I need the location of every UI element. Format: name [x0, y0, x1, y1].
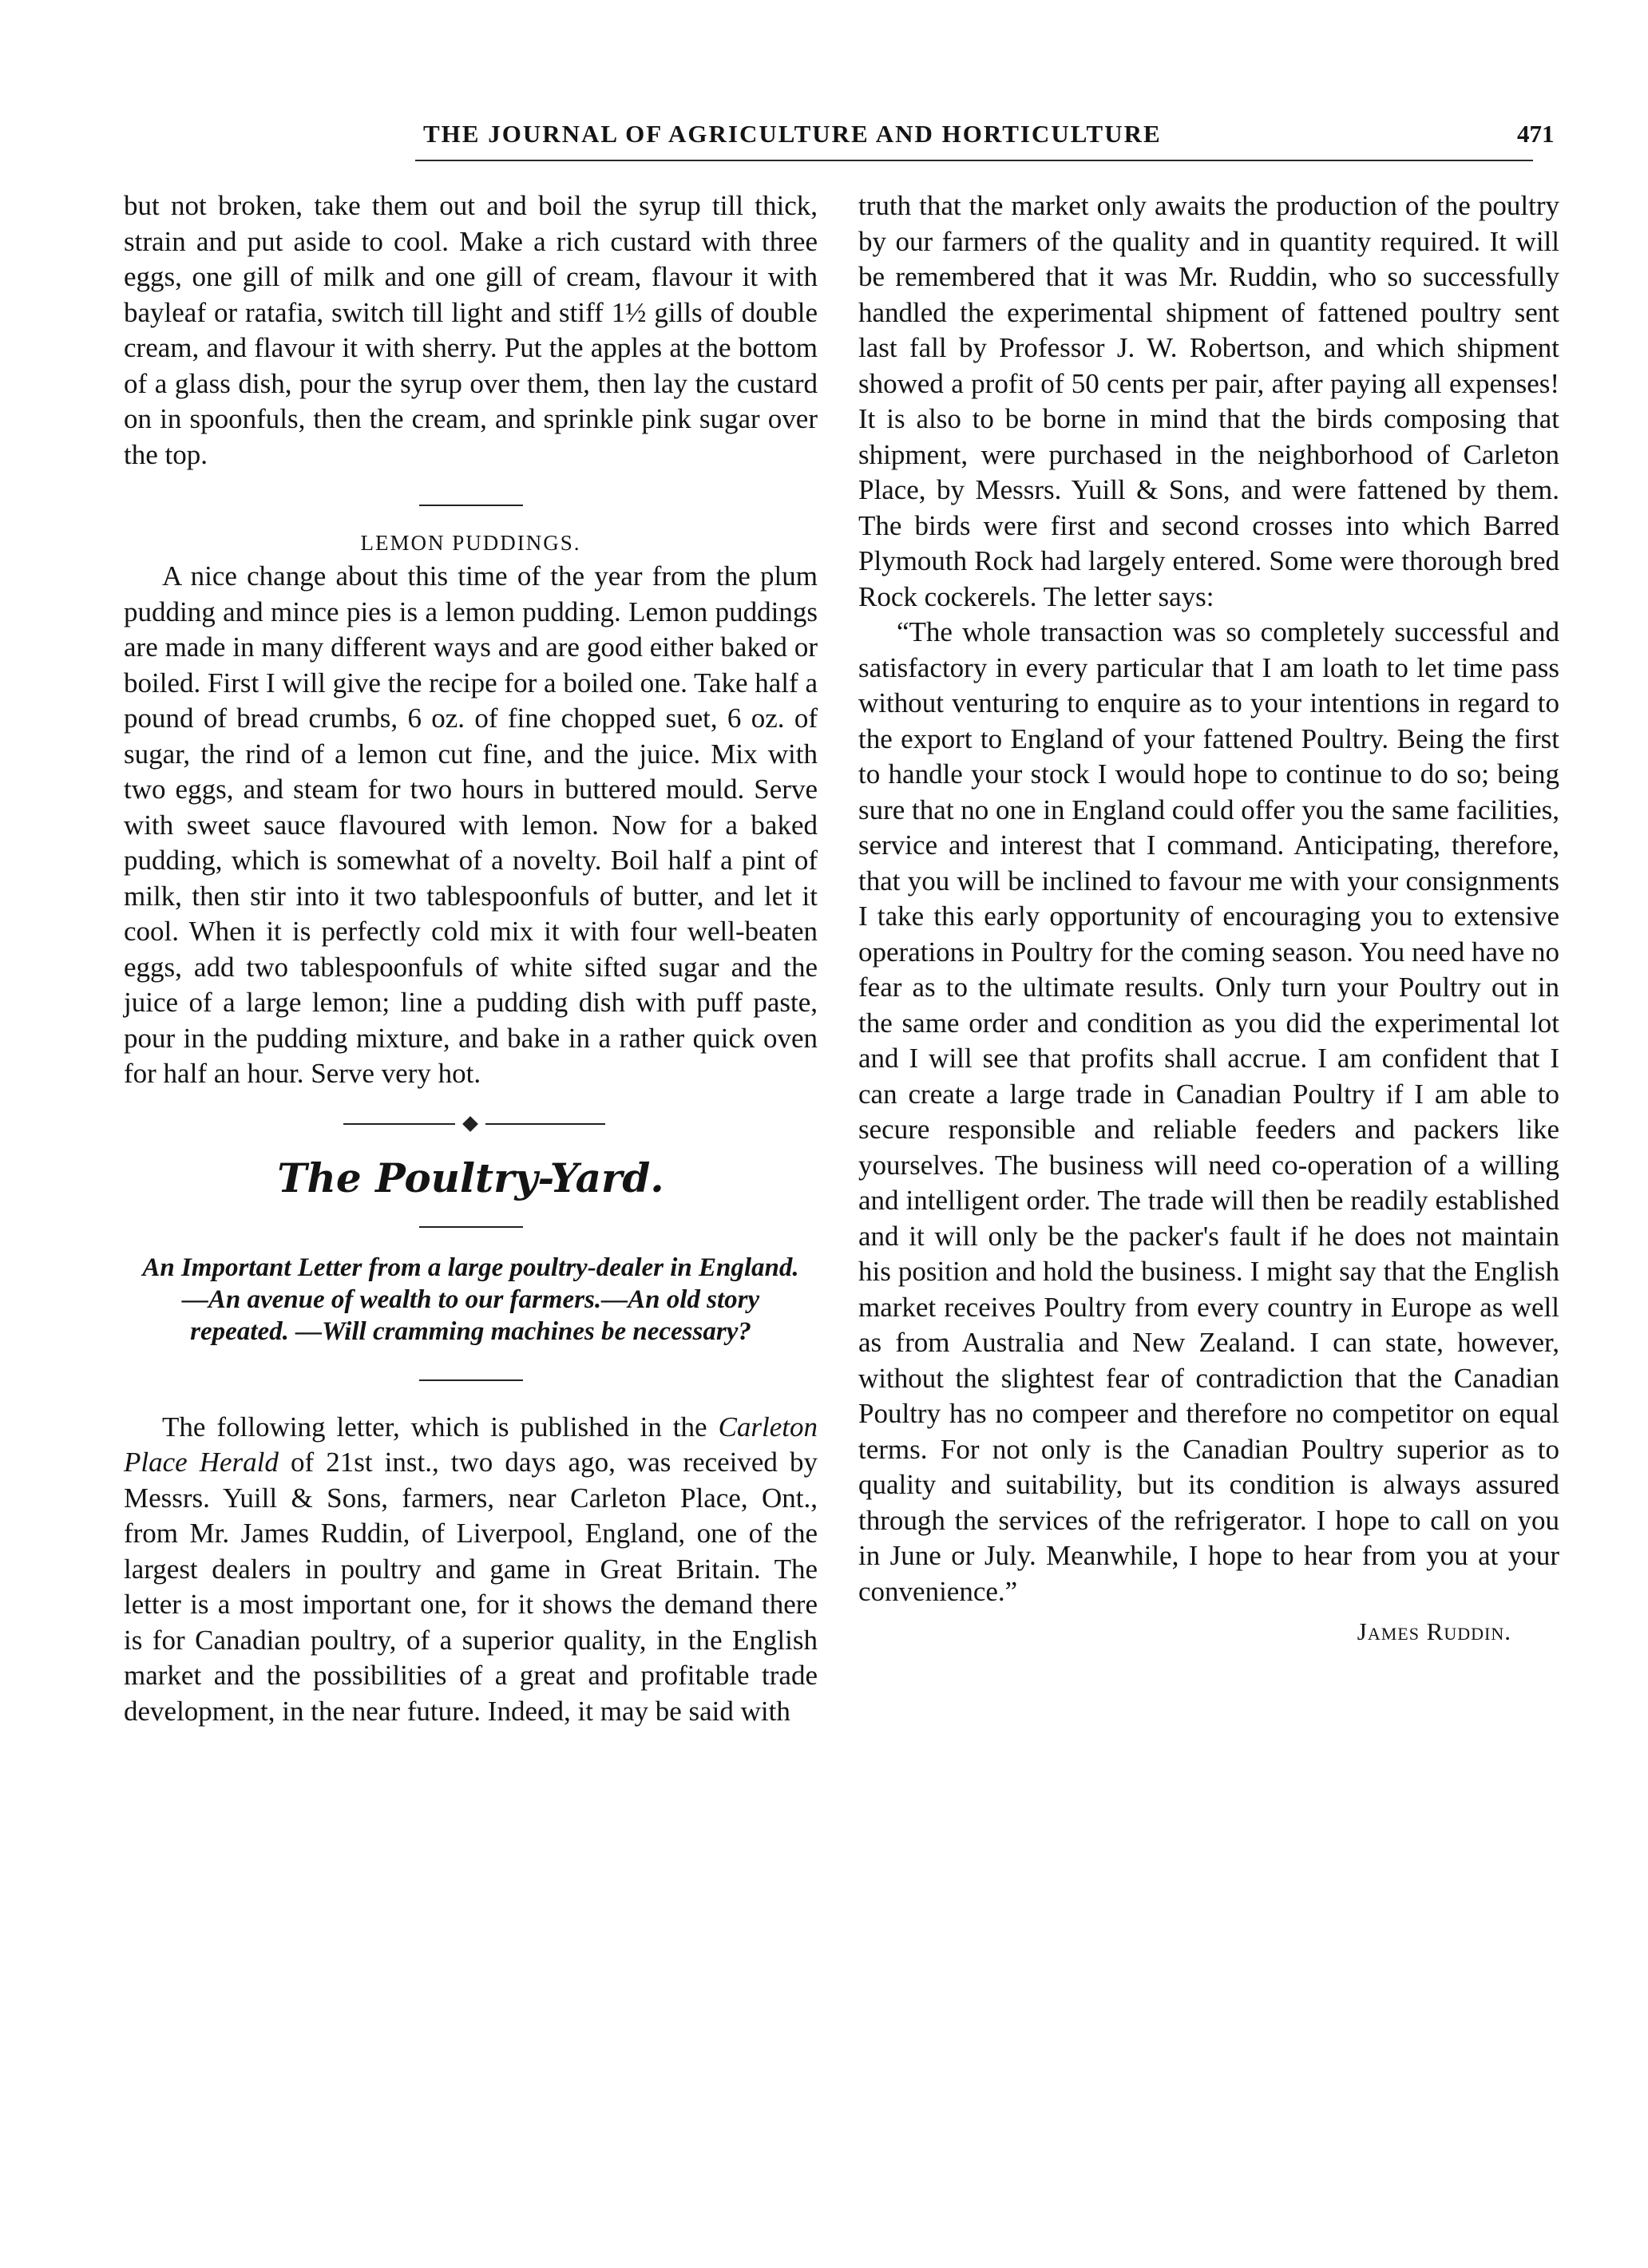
letter-intro-start: The following letter, which is published in the: [162, 1411, 707, 1443]
newspaper-name: Carleton Place Herald: [124, 1411, 818, 1478]
poultry-yard-title: The Poultry-Yard.: [277, 1154, 664, 1201]
ornamental-divider: [319, 1116, 623, 1132]
custard-recipe-paragraph: but not broken, take them out and boil the syrup till thick, strain and put aside to cool. Make a rich custard with three eggs, one gill of milk and one gill of cream, flavour it with bayleaf or ratafia, switch till light and stiff 1½ gills of double cream, and flavour it with sherry. Put the apples at the bottom of a glass dish, pour the syrup over them, then lay the custard on in spoonfuls, then the cream, and sprinkle pink sugar over the top.: [124, 190, 818, 470]
letter-signature: James Ruddin.: [1357, 1617, 1511, 1645]
lemon-puddings-paragraph: A nice change about this time of the year from the plum pudding and mince pies is a lemon pudding. Lemon puddings are made in many different ways and are good either baked or boiled. First I will give the recipe for a boiled one. Take half a pound of bread crumbs, 6 oz. of fine chopped suet, 6 oz. of sugar, the rind of a lemon cut fine, and the juice. Mix with two eggs, and steam for two hours in buttered mould. Serve with sweet sauce flavoured with lemon. Now for a baked pudding, which is somewhat of a novelty. Boil half a pint of milk, then stir into it two tablespoonfuls of butter, and let it cool. When it is perfectly cold mix it with four well-beaten eggs, add two tablespoonfuls of white sifted sugar and the juice of a large lemon; line a pudding dish with puff paste, pour in the pudding mixture, and bake in a rather quick oven for half an hour. Serve very hot.: [124, 560, 818, 1089]
article-heading: An Important Letter from a large poultry-dealer in England.—An avenue of wealth to our farmers.—An old story repeated. —Will cramming machines be necessary?: [142, 1253, 799, 1346]
article-continuation: truth that the market only awaits the production of the poultry by our farmers of the quality and in quantity required. It will be remembered that it was Mr. Ruddin, who so successfully handled the experimental shipment of fattened poultry sent last fall by Professor J. W. Robertson, and which shipment showed a profit of 50 cents per pair, after paying all expenses! It is also to be borne in mind that the birds composing that shipment, were purchased in the neighborhood of Carleton Place, by Messrs. Yuill & Sons, and were fattened by them. The birds were first and second crosses into which Barred Plymouth Rock had largely entered. Some were thorough bred Rock cockerels. The letter says:: [858, 190, 1559, 612]
page-number: 471: [1517, 120, 1555, 148]
page-header: [399, 120, 1555, 152]
header-rule: [415, 160, 1533, 161]
left-column: [124, 188, 818, 1729]
lemon-puddings-heading: LEMON PUDDINGS.: [360, 531, 581, 555]
journal-title: THE JOURNAL OF AGRICULTURE AND HORTICULTURE: [423, 120, 1162, 148]
ruddin-letter: “The whole transaction was so completely successful and satisfactory in every particular that I am loath to let time pass without venturing to enquire as to your intentions in regard to the export to England of your fattened Poultry. Being the first to handle your stock I would hope to continue to do so; being sure that no one in England could offer you the same facilities, service and interest that I command. Anticipating, therefore, that you will be inclined to favour me with your consignments I take this early opportunity of encouraging you to extensive operations in Poultry for the coming season. You need have no fear as to the ultimate results. Only turn your Poultry out in the same order and condition as you did the experimental lot and I will see that profits shall accrue. I am confident that I can create a large trade in Canadian Poultry if I am able to secure responsible and reliable feeders and packers like yourselves. The business will need co-operation of a willing and intelligent order. The trade will then be readily established and it will only be the packer's fault if he does not maintain his position and hold the business. I might say that the English market receives Poultry from every country in Europe as well as from Australia and New Zealand. I can state, however, without the slightest fear of contradiction that the Canadian Poultry has no compeer and therefore no competitor on equal terms. For not only is the Canadian Poultry superior as to quality and suitability, but its condition is always assured through the services of the refrigerator. I hope to call on you in June or July. Meanwhile, I hope to hear from you at your convenience.”: [858, 616, 1559, 1607]
letter-intro-paragraph: [124, 1410, 818, 1730]
right-column: [858, 188, 1559, 1650]
letter-intro-rest: of 21st inst., two days ago, was received by Messrs. Yuill & Sons, farmers, near Carleton Place, Ont., from Mr. James Ruddin, of Liverpool, England, one of the largest dealers in poultry and game in Great Britain. The letter is a most important one, for it shows the demand there is for Canadian poultry, of a superior quality, in the English market and the possibilities of a great and profitable trade development, in the near future. Indeed, it may be said with: [124, 1447, 818, 1727]
